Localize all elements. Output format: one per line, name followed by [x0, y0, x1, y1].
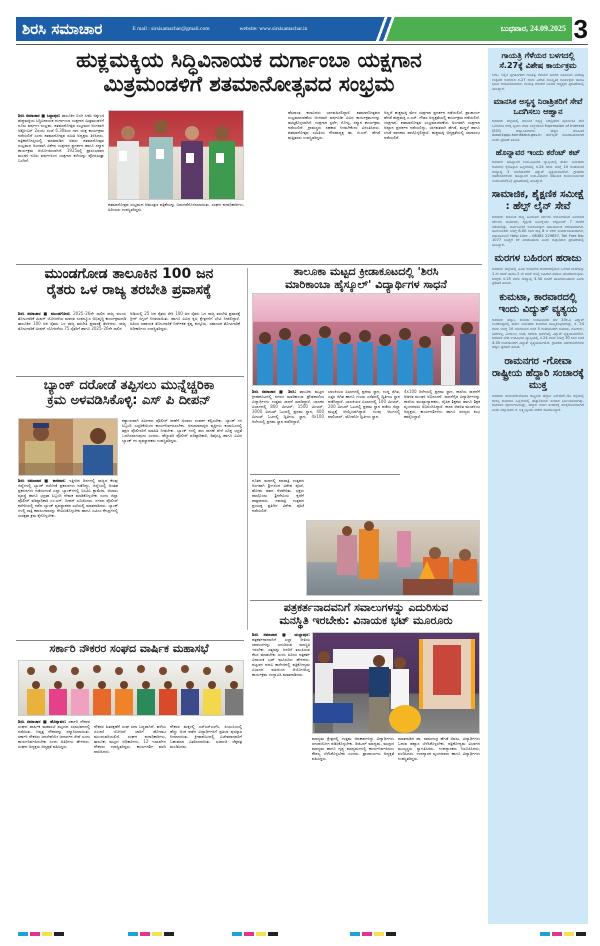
- divider: [16, 376, 244, 377]
- sidebar-item-body: ಶಿರಸಿ: ಇಲ್ಲಿನ ಪ್ರಗತಿನಗರದ ಗಾಯತ್ರಿ ಗೆಳೆಯರ ಬಳಗದ ವತಿಯಿಂದ ನವರಾತ್ರಿ ಉತ್ಸವದ ಅಂಗವಾಗಿ ಸೆ.27 ರಂದು ವಿಶೇಷ ಸಾಂಸ್ಕೃತಿಕ ಕಾರ್ಯಕ್ರಮ ಹಾಗೂ ಭಜನೆ ಆಯೋಜಿಸಲಾಗಿದೆ. ಗಾಯತ್ರಿ ಗೆಳೆಯರ ಬಳಗದ ಅಧ್ಯಕ್ಷರು ಪ್ರಕಟಣೆಯಲ್ಲಿ ತಿಳಿಸಿದ್ದಾರೆ.: [492, 73, 584, 91]
- bank-headline: [14, 379, 244, 409]
- email-link[interactable]: E mail : sirsisamachar@gmail.com: [132, 26, 210, 32]
- mundgod-body-col1: [18, 311, 126, 371]
- lead-body-text-2: ಹೆಸರಾಂತ ಕಲಾವಿದರು ಭಾಗವಹಿಸಲಿದ್ದಾರೆ. ಶತಮಾನೋತ್ಸವದ ಸಂಭ್ರಮಾಚರಣೆಯ ಅಂಗವಾಗಿ ವರ್ಷವಿಡೀ ವಿವಿಧ ಕಾರ್ಯಕ್ರಮಗಳನ್ನು ಹಮ್ಮಿಕೊಳ್ಳಲಾಗಿದೆ. ಯಕ್ಷಗಾನ ಸ್ಪರ್ಧೆ, ಗೋಷ್ಠಿ, ಸನ್ಮಾನ ಕಾರ್ಯಕ್ರಮ ನಡೆಯಲಿದೆ. ಗ್ರಾಮಸ್ಥರು ಸಹಕಾರ ನೀಡಬೇಕೆಂದು ವಿನಂತಿಸಿದರು. ಶತಮಾನೋತ್ಸವ ಸಮಿತಿಯ ಗೌರವಾಧ್ಯಕ್ಷ ಡಾ. ಜಿ.ಎನ್. ಹೆಗಡೆ ಮತ್ತಿತರರು ಉಪಸ್ಥಿತರಿದ್ದರು.: [288, 110, 380, 140]
- masthead-blue-band: [16, 17, 376, 41]
- journalist-body-col1: [252, 632, 310, 922]
- sidebar-item-headline: ಸಾಮಾಜಿಕ, ಶೈಕ್ಷಣಿಕ ಸಮೀಕ್ಷೆ : ಹೆಲ್ಪ್ ಲೈನ್ ಸೇವೆ: [491, 189, 585, 213]
- newspaper-logo: ಶಿರಸಿ ಸಮಾಚಾರ: [22, 20, 103, 38]
- employees-headline: [14, 643, 244, 656]
- lead-body-col3: [384, 110, 480, 262]
- journalist-body-text-1: ಪತ್ರಕರ್ತನಾದವನಿಗೆ ಎಲ್ಲಾ ರೀತಿಯ ಸವಾಲುಗಳನ್ನು ಎದುರಿಸುವ ಮನಸ್ಥಿತಿ ಇರಬೇಕು. ಸತ್ಯವನ್ನು ಜನರಿಗೆ ತಲುಪಿಸುವ ಕೆಲಸ ಮಾಡಬೇಕು ಎಂದು ಹಿರಿಯ ಪತ್ರಕರ್ತ ವಿನಾಯಕ ಭಟ್ ಮೂರೂರು ಹೇಳಿದರು. ಪಟ್ಟಣದ ಪದವಿ ಕಾಲೇಜಿನಲ್ಲಿ ಪತ್ರಿಕೋದ್ಯಮ ವಿಭಾಗದ ವತಿಯಿಂದ ಆಯೋಜಿಸಿದ್ದ ಕಾರ್ಯಕ್ರಮ ಉದ್ಘಾಟಿಸಿ ಮಾತನಾಡಿದರು.: [252, 637, 310, 677]
- color-registration-bar: [18, 932, 64, 936]
- mundgod-headline-line1: ಮುಂಡಗೋಡ ತಾಲೂಕಿನ 100 ಜನ: [44, 266, 214, 282]
- lead-body-text-3: ಅಲ್ಲದೆ ಹುಕ್ಲಮಕ್ಕಿ ಮೇಳ ಯಕ್ಷಗಾನ ಪ್ರದರ್ಶನ ನಡೆಯಲಿದೆ. ಪ್ರಾಚಾರ್ಯ ಹೆಗಡೆ ಹುಕ್ಲಮಕ್ಕಿ ಎ.ಎಸ್. ಗೌಡರ ಅಧ್ಯಕ್ಷತೆಯಲ್ಲಿ ಕಾರ್ಯಕ್ರಮ ನಡೆಯಲಿದೆ. ಯಕ್ಷಗಾನ: ಶತಮಾನೋತ್ಸವ ಸಂಭ್ರಮಾಚರಣೆಯ ಅಂಗವಾಗಿ ಯಕ್ಷಗಾನ ಆಖ್ಯಾನ ಪ್ರದರ್ಶನ ನಡೆಯಲಿದ್ದು, ಭಾಗವತರಾಗಿ ಹೆಗಡೆ, ಮದ್ದಳೆ ಹಾಗೂ ಚಂಡೆ ವಾದಕರು ಪಾಲ್ಗೊಳ್ಳಲಿದ್ದಾರೆ. ಹುಕ್ಲಮಕ್ಕಿ ಅಧ್ಯಕ್ಷತೆಯಲ್ಲಿ ಸಮಾರಂಭ ನಡೆಯಲಿದೆ.: [384, 110, 480, 140]
- journalist-byline: ಶಿರಸಿ ಸಮಾಚಾರ ■ ಯಲ್ಲಾಪುರ:: [252, 632, 310, 637]
- column-divider: [247, 268, 248, 630]
- sidebar-item: [488, 94, 588, 145]
- color-registration-bar: [128, 932, 174, 936]
- journalist-photo: [312, 632, 480, 734]
- news-briefs-sidebar: [488, 48, 588, 924]
- divider: [16, 640, 244, 641]
- journalist-headline-line1: ಪತ್ರಕರ್ತನಾದವನಿಗೆ ಸವಾಲುಗಳನ್ನು ಎದುರಿಸುವ: [283, 601, 449, 614]
- bank-body-col1: [18, 478, 118, 636]
- lead-caption: [108, 202, 244, 262]
- sidebar-item: [488, 186, 588, 250]
- sidebar-item-body: ಕಾರವಾರ: ಹೊನ್ನಾವರ ಉಪ-ವಿಭಾಗದ ವ್ಯಾಪ್ತಿಯಲ್ಲಿ ತುರ್ತು ನಿರ್ವಹಣಾ ಕಾಮಗಾರಿ ಕೈಗೊಳ್ಳುವ ಹಿನ್ನೆಲೆಯಲ್ಲಿ ಸೆ.24 ರಂದು ಬೆಳಿಗ್ಗೆ 10 ಗಂಟೆಯಿಂದ ಮಧ್ಯಾಹ್ನ 3 ಗಂಟೆಯವರೆಗೆ ವಿದ್ಯುತ್ ವ್ಯತ್ಯಯವಾಗಲಿದೆ. ಗ್ರಾಹಕರು ಸಹಕರಿಸಬೇಕೆಂದು ಹೊನ್ನಾವರ ಉಪ-ವಿಭಾಗದ ಸಹಾಯಕ ಕಾರ್ಯನಿರ್ವಾಹಕ ಇಂಜಿನಿಯರ್(ವಿ) ಪ್ರಕಟಣೆಯಲ್ಲಿ ತಿಳಿಸಿದ್ದಾರೆ.: [492, 160, 584, 183]
- employees-headline-text: ಸರ್ಕಾರಿ ನೌಕರರ ಸಂಘದ ವಾರ್ಷಿಕ ಮಹಾಸಭೆ: [49, 642, 209, 655]
- sidebar-item-headline: ಮರಗಳ ಬಹಿರಂಗ ಹರಾಜು: [494, 253, 582, 265]
- sports-body-text-1: ತಾಲೂಕು ಮಟ್ಟದ ಕ್ರೀಡಾಕೂಟದಲ್ಲಿ ನಗರದ ಮಾರಿಕಾಂಬಾ ಪ್ರೌಢಶಾಲೆಯ ವಿದ್ಯಾರ್ಥಿಗಳು ಉತ್ತಮ ಸಾಧನೆ ಮಾಡಿದ್ದಾರೆ. ಬಾಲಕರ ವಿಭಾಗದಲ್ಲಿ 800 ಮೀಟರ್, 1500 ಮೀಟರ್, 3000 ಮೀಟರ್ ಓಟದಲ್ಲಿ ಪ್ರಥಮ ಸ್ಥಾನ, 400 ಮೀಟರ್ ಓಟದಲ್ಲಿ ದ್ವಿತೀಯ ಸ್ಥಾನ, 4x100 ರಿಲೇಯಲ್ಲಿ ಪ್ರಥಮ ಸ್ಥಾನ ಪಡೆದಿದ್ದಾರೆ.: [252, 389, 324, 424]
- mundgod-body-text-1: 2025–26ನೇ ಸಾಲಿನ ರಾಜ್ಯ ವಲಯ ತೋಟಗಾರಿಕೆ ಮಿಷನ್ ಯೋಜನೆಯ ಮಾನವ ಸಂಪನ್ಮೂಲ ಅಭಿವೃದ್ಧಿ ಕಾರ್ಯಕ್ರಮದಡಿ ತಾಲೂಕಿನ 100 ಜನ ರೈತರು ಒಳ ರಾಜ್ಯ ತರಬೇತಿ ಪ್ರವಾಸಕ್ಕೆ ತೆರಳಿದರು. ರಾಜ್ಯ ತೋಟಗಾರಿಕೆ ಮಿಷನ್ ಯೋಜನೆಯ 75 ರೈತರಿಗೆ ಹಾಗೂ 2025–26ನೇ ಸಾಲಿನ: [18, 311, 126, 331]
- employees-body-col1: [18, 719, 90, 922]
- employees-body-text-2: ನೌಕರರ ಹಿತರಕ್ಷಣೆಗೆ ಸಂಘ ಸದಾ ಬದ್ಧವಾಗಿದೆ. ಹಳೆಯ ಪಿಂಚಣಿ ಯೋಜನೆ ಜಾರಿಗೆ ಹೋರಾಟ ಮುಂದುವರಿಯಲಿದೆ. ಸಂಘದ ಪದಾಧಿಕಾರಿಗಳು, ತಾಲೂಕು ಮಟ್ಟದ ಅಧಿಕಾರಿಗಳು, 12 ಇಲಾಖೆಗಳ ನೌಕರರು ಉಪಸ್ಥಿತರಿದ್ದರು. ಕಾರ್ಯದರ್ಶಿ ವರದಿ ವಾಚಿಸಿದರು.: [94, 724, 166, 754]
- sports-headline: [250, 266, 482, 291]
- journalist-body-col3: [398, 736, 480, 922]
- divider: [250, 474, 400, 475]
- journalist-body-col2: [312, 736, 394, 922]
- mundgod-body-col2: [130, 311, 240, 371]
- page-number: 3: [573, 14, 588, 44]
- sidebar-item-headline: ಕುಮಟಾ, ಕಾರವಾರದಲ್ಲಿ ಇಂದು ವಿದ್ಯುತ್ ವ್ಯತ್ಯಯ: [498, 291, 578, 315]
- bank-photo-figures: [19, 419, 118, 476]
- employees-body-text-1: ಸರ್ಕಾರಿ ನೌಕರರ ಸಂಘದ ವಾರ್ಷಿಕ ಮಹಾಸಭೆ ಪಟ್ಟಣದ ಸಭಾಭವನದಲ್ಲಿ ನಡೆಯಿತು. ನಿವೃತ್ತ ನೌಕರರನ್ನು ಸನ್ಮಾನಿಸಲಾಯಿತು. ಸರ್ಕಾರಿ ನೌಕರರು ಜನಸೇವೆಯೇ ಜನಾರ್ದನ ಸೇವೆ ಎಂದು ಕಾರ್ಯನಿರ್ವಹಿಸಬೇಕು ಎಂದು ಅತಿಥಿಗಳು ಹೇಳಿದರು. ಸಂಘದ ಅಧ್ಯಕ್ಷರು ಅಧ್ಯಕ್ಷತೆ ವಹಿಸಿದ್ದರು.: [18, 719, 90, 749]
- sports-body-col3: [404, 389, 480, 517]
- sidebar-item-headline: ರಾಮನಗರ -ಗೋವಾ ರಾಷ್ಟ್ರೀಯ ಹೆದ್ದಾರಿ ಸಂಚಾರಕ್ಕೆ ಮುಕ್ತ: [492, 356, 584, 391]
- sports-body-text-2: ಬಾಲಕಿಯರ ವಿಭಾಗದಲ್ಲಿ ಪ್ರಥಮ ಸ್ಥಾನ, ಉದ್ದ ಜಿಗಿತ, ಎತ್ತರ ಜಿಗಿತ ಹಾಗೂ ಗುಂಡು ಎಸೆತದಲ್ಲಿ ದ್ವಿತೀಯ ಸ್ಥಾನ ಪಡೆದಿದ್ದಾರೆ. ಬಾಲಕಿಯರ ವಿಭಾಗದಲ್ಲಿ 100 ಮೀಟರ್, 200 ಮೀಟರ್ ಓಟದಲ್ಲಿ ಪ್ರಥಮ ಸ್ಥಾನ ಪಡೆದು ಜಿಲ್ಲಾ ಮಟ್ಟಕ್ಕೆ ಆಯ್ಕೆಯಾಗಿದ್ದಾರೆ. ಗುಂಪು ಆಟಗಳಲ್ಲಿ ವಾಲಿಬಾಲ್, ಖೋಖೋ ದ್ವಿತೀಯ ಸ್ಥಾನ.: [328, 389, 400, 419]
- sidebar-item-body: ಕಾರವಾರ: ಹೆಸ್ಕಾಂ, ಕುಮಟಾ ಉಪವಿಭಾಗದ ಹಳೆ 33ಕೆ.ವಿ ವಿದ್ಯುತ್ ಉಪಕೇಂದ್ರದಲ್ಲಿ ತುರ್ತು ನಿರ್ವಹಣಾ ಕಾಮಗಾರಿ ಹಮ್ಮಿಕೊಳ್ಳಲಾಗಿದ್ದು, ಸೆ. 24 ರಂದು ಬೆಳಿಗ್ಗೆ 10 ಗಂಟೆಯಿಂದ ಸಂಜೆ 5 ಗಂಟೆಯವರೆಗೆ ಕುಮಟಾ, ಗೋಕರ್ಣ, ಹಿರೇಗುತ್ತಿ, ಮಿರ್ಜಾನ, ಬಾಡ, ಕತಗಾಲ ಭಾಗಗಳಲ್ಲಿ ವಿದ್ಯುತ್ ವ್ಯತ್ಯಯವಾಗಲಿದೆ. ಕಾರವಾರ ನಗರ ಉಪವಿಭಾಗ ವ್ಯಾಪ್ತಿಯಲ್ಲಿ ಸೆ.24 ರಂದು ಬೆಳಿಗ್ಗೆ 10 ರಿಂದ ಸಂಜೆ 4.30 ಗಂಟೆಯವರೆಗೆ ವಿದ್ಯುತ್ ವ್ಯತ್ಯಯವಾಗಲಿದೆ. ಗ್ರಾಹಕರು ಸಹಕರಿಸಬೇಕೆಂದು ಹೆಸ್ಕಾಂ ಪ್ರಕಟಣೆ ತಿಳಿಸಿದೆ.: [492, 317, 584, 350]
- bank-body-text-2: ಕಡ್ಡಾಯವಾಗಿ ಸಮೀಪದ ಪೊಲೀಸ್ ಠಾಣೆಗೆ ಅಲಾರಂ ಸಂಪರ್ಕ ಕಲ್ಪಿಸಬೇಕು. ಬ್ಯಾಂಕ್ ಗಳ ಸಿಬ್ಬಂದಿ ಎಚ್ಚರಿಕೆಯಿಂದ ಕಾರ್ಯನಿರ್ವಹಿಸಬೇಕು. ಅನುಮಾನಾಸ್ಪದ ವ್ಯಕ್ತಿಗಳು ಕಂಡುಬಂದಲ್ಲಿ ತಕ್ಷಣ ಪೊಲೀಸರಿಗೆ ಮಾಹಿತಿ ನೀಡಬೇಕು. ಬ್ಯಾಂಕ್ ಗಳಲ್ಲಿ ಹಣ ಸಾಗಣೆ ವೇಳೆ ಸೂಕ್ತ ಭದ್ರತೆ ಒದಗಿಸಲಾಗುವುದು ಎಂದರು. ಹೆಚ್ಚುವರಿ ಪೊಲೀಸ್ ವರಿಷ್ಠಾಧಿಕಾರಿ, ಡಿವೈಎಸ್ಪಿ ಹಾಗೂ ವಿವಿಧ ಬ್ಯಾಂಕ್ ಗಳ ವ್ಯವಸ್ಥಾಪಕರು ಉಪಸ್ಥಿತರಿದ್ದರು.: [122, 418, 242, 443]
- sports-photo: [252, 293, 480, 386]
- bank-body-text-1: ಇತ್ತೀಚಿನ ದಿನಗಳಲ್ಲಿ ರಾಜ್ಯದ ಕೆಲವು ಜಿಲ್ಲೆಗಳಲ್ಲಿ ಬ್ಯಾಂಕ್ ದರೋಡೆ ಪ್ರಕರಣಗಳು ನಡೆದಿದ್ದು, ಜಿಲ್ಲೆಯಲ್ಲಿ ಅಂತಹ ಪ್ರಕರಣಗಳು ನಡೆಯದಂತೆ ಎಲ್ಲಾ ಬ್ಯಾಂಕ್‌ಗಳಲ್ಲಿ ಸಿಸಿಟಿವಿ ಕ್ಯಾಮೆರಾ, ಅಲಾರಂ ವ್ಯವಸ್ಥೆ ಹಾಗೂ ಭದ್ರತಾ ಸಿಬ್ಬಂದಿ ನೇಮಕ ಮಾಡಿಕೊಳ್ಳಬೇಕು ಎಂದು ಜಿಲ್ಲಾ ಪೊಲೀಸ್ ವರಿಷ್ಠಾಧಿಕಾರಿ ಎಂ.ಎನ್. ದೀಪನ್ ಸೂಚಿಸಿದರು. ನಗರದ ಪೊಲೀಸ್ ಕಚೇರಿಯಲ್ಲಿ ನಡೆದ ಬ್ಯಾಂಕ್ ವ್ಯವಸ್ಥಾಪಕರ ಸಭೆಯಲ್ಲಿ ಮಾತನಾಡಿದರು. ಬ್ಯಾಂಕ್ ಗಳಲ್ಲಿ ರಾತ್ರಿ ಕಾವಲುಗಾರರನ್ನು ನೇಮಿಸಿಕೊಳ್ಳಬೇಕು ಹಾಗೂ ಎಟಿಎಂ ಕೇಂದ್ರಗಳಲ್ಲಿ ಸುರಕ್ಷತಾ ಕ್ರಮ ಕೈಗೊಳ್ಳಬೇಕು.: [18, 478, 118, 518]
- lead-headline-line2: ಮಿತ್ರಮಂಡಳಿಗೆ ಶತಮಾನೋತ್ಸವದ ಸಂಭ್ರಮ: [103, 72, 395, 97]
- lead-photo-figures: [109, 111, 244, 200]
- bank-headline-line2: ಕ್ರಮ ಅಳವಡಿಸಿಕೊಳ್ಳಿ: ಎಸ್ ಪಿ ದೀಪನ್: [47, 392, 211, 408]
- sidebar-item-headline: ಗಾಯತ್ರಿ ಗೆಳೆಯರ ಬಳಗದಲ್ಲಿ ಸೆ.27ಕ್ಕೆ ವಿಶೇಷ ಕಾರ್ಯಕ್ರಮ: [499, 51, 577, 70]
- slash-divider-icon: [376, 17, 396, 41]
- lead-body-col1: [18, 113, 104, 263]
- sports-body-col2: [328, 389, 400, 471]
- bank-headline-line1: ಬ್ಯಾಂಕ್ ದರೋಡೆ ತಪ್ಪಿಸಲು ಮುನ್ನೆಚ್ಚರಿಕಾ: [43, 378, 215, 393]
- masthead-rule: [16, 44, 588, 45]
- journalist-body-text-2: ಮಾಧ್ಯಮ ಕ್ಷೇತ್ರದಲ್ಲಿ ಉತ್ತಮ ಅವಕಾಶಗಳಿದ್ದು ವಿದ್ಯಾರ್ಥಿಗಳು ಸದುಪಯೋಗ ಪಡಿಸಿಕೊಳ್ಳಬೇಕು. ಡಿಜಿಟಲ್ ಮಾಧ್ಯಮ, ಮುದ್ರಣ ಮಾಧ್ಯಮ ಹಾಗೂ ದೃಶ್ಯ ಮಾಧ್ಯಮಗಳಲ್ಲಿ ಕಾರ್ಯನಿರ್ವಹಿಸಲು ಕೌಶಲ್ಯ ಬೆಳೆಸಿಕೊಳ್ಳಬೇಕು ಎಂದರು. ಪ್ರಾಚಾರ್ಯರು ಅಧ್ಯಕ್ಷತೆ ವಹಿಸಿದ್ದರು.: [312, 736, 394, 761]
- sports-body-text-3: 4x100 ರಿಲೇಯಲ್ಲಿ ಪ್ರಥಮ ಸ್ಥಾನ, ಶಾಲೆಯ ಸಾಧನೆಗೆ ಆಡಳಿತ ಮಂಡಳಿ ಅಭಿನಂದನೆ. ಸಾಧನೆಗೈದ ವಿದ್ಯಾರ್ಥಿಗಳನ್ನು ಶಾಲೆಯ ಮುಖ್ಯಾಧ್ಯಾಪಕರು, ದೈಹಿಕ ಶಿಕ್ಷಕರು ಹಾಗೂ ಶಿಕ್ಷಕ ವೃಂದದವರು ಅಭಿನಂದಿಸಿದ್ದಾರೆ. ಶಾಲಾ ಆಡಳಿತ ಮಂಡಳಿಯ ಅಧ್ಯಕ್ಷರು, ಕಾರ್ಯದರ್ಶಿಗಳು ಹಾಗೂ ಸದಸ್ಯರು ಶುಭ ಹಾರೈಸಿದ್ದಾರೆ.: [404, 389, 480, 419]
- color-registration-bar: [350, 932, 396, 936]
- lead-body-col2: [288, 110, 380, 262]
- religious-photo-figures: [307, 521, 480, 596]
- mundgod-headline: [14, 266, 244, 298]
- color-registration-bar: [232, 932, 278, 936]
- bank-byline: ಶಿರಸಿ ಸಮಾಚಾರ ■ ಕಾರವಾರ:: [18, 478, 66, 483]
- color-registration-bar: [540, 932, 586, 936]
- journalist-body-text-3: ಮಾತನಾಡಿದ ಡಾ. ರಾಮಚಂದ್ರ ಹೆಗಡೆ ಅವರು, ವಿದ್ಯಾರ್ಥಿಗಳು ಓದುವ ಹವ್ಯಾಸ ಬೆಳೆಸಿಕೊಳ್ಳಬೇಕು. ಪತ್ರಿಕೋದ್ಯಮ ವಿಭಾಗದ ಮುಖ್ಯಸ್ಥರು ಸ್ವಾಗತಿಸಿದರು. ಉಪನ್ಯಾಸಕರು ನಿರೂಪಿಸಿದರು, ವಂದಿಸಿದರು. ಉಪನ್ಯಾಸಕ ವೃಂದದವರು ಹಾಗೂ ವಿದ್ಯಾರ್ಥಿಗಳು ಉಪಸ್ಥಿತರಿದ್ದರು.: [398, 736, 480, 761]
- lead-photo: [108, 110, 244, 200]
- sports-photo-figures: [253, 294, 480, 386]
- sidebar-item: [488, 353, 588, 415]
- employees-body-text-3: ನೌಕರರ ಮಕ್ಕಳಲ್ಲಿ ಎಸ್‌ಎಸ್‌ಎಲ್‌ಸಿ, ಪಿಯುಸಿಯಲ್ಲಿ ಹೆಚ್ಚು ಅಂಕ ಪಡೆದ ವಿದ್ಯಾರ್ಥಿಗಳಿಗೆ ಪ್ರತಿಭಾ ಪುರಸ್ಕಾರ ನೀಡಲಾಯಿತು. ಕ್ರೀಡಾಕೂಟದಲ್ಲಿ ವಿಜೇತರಾದವರಿಗೆ ಬಹುಮಾನ ವಿತರಿಸಲಾಯಿತು. ಖಜಾಂಚಿ ಲೆಕ್ಕಪತ್ರ ಮಂಡಿಸಿದರು.: [170, 724, 242, 749]
- sports-body-col1: [252, 389, 324, 471]
- sidebar-item: [488, 289, 588, 353]
- sidebar-item-body: ಕಾರವಾರ: ಜಿಲ್ಲೆಯಲ್ಲಿ ಮಾನಸಿಕ ಅಸ್ವಸ್ಥ ನಿರಾಶ್ರಿತರಿಗೆ ಪುನರ್ವಸತಿ ಸೇವೆ ಒದಗಿಸಲು ಆಸಕ್ತ ಸ್ವಯಂ ಸೇವಾ ಸಂಸ್ಥೆಗಳಿಂದ Expression of Interest (EOI) ಆಹ್ವಾನಿಸಲಾಗಿದೆ. ಹೆಚ್ಚಿನ ಮಾಹಿತಿಗೆ www.kppp.karnataka.gov.in ವೆಬ್‌ಸೈಟ್ ನೋಡಬಹುದಾಗಿದೆ ಎಂದು ಪ್ರಕಟಣೆ ತಿಳಿಸಿದೆ.: [492, 119, 584, 142]
- masthead-green-band: [396, 17, 572, 41]
- lead-caption-text: ಶತಮಾನೋತ್ಸವ ಸಂಭ್ರಮದ ಆಮಂತ್ರಣ ಪತ್ರಿಕೆಯನ್ನು ಬಿಡುಗಡೆಗೊಳಿಸಲಾಯಿತು. ಸಂಘದ ಪದಾಧಿಕಾರಿಗಳು, ಹಿರಿಯರು ಉಪಸ್ಥಿತರಿದ್ದರು.: [108, 202, 244, 212]
- sports-headline-line2: ಮಾರಿಕಾಂಬಾ ಹೈಸ್ಕೂಲ್' ವಿದ್ಯಾರ್ಥಿಗಳ ಸಾಧನೆ: [285, 277, 447, 291]
- lead-body-text-1: ತಾಲೂಕಿನ ಬಿಳಗಿ ಸೀಮೆ ಅಕ್ಕುಂಜಿ ಹುಕ್ಲಮಕ್ಕಿಯ ಸಿದ್ಧಿವಿನಾಯಕ ದುರ್ಗಾಂಬಾ ಯಕ್ಷಗಾನ ಮಿತ್ರಮಂಡಳಿಗೆ ನೂರು ವರ್ಷಗಳ ಸಂಭ್ರಮ. ಶತಮಾನೋತ್ಸವ ಸಂಭ್ರಮದ ಅಂಗವಾಗಿ ಅಕ್ಟೋಬರ್ 2ರಂದು ಸಂಜೆ 6.30ರಿಂದ ಗಾನ ಯಕ್ಷ ಕಾರ್ಯಕ್ರಮ ನಡೆಯಲಿದೆ ಎಂದು ಶತಮಾನೋತ್ಸವ ಸಮಿತಿ ಅಧ್ಯಕ್ಷರು ತಿಳಿಸಿದರು. ಪತ್ರಿಕಾಗೋಷ್ಠಿಯಲ್ಲಿ ಮಾತನಾಡಿದ ಅವರು ಶತಮಾನೋತ್ಸವ ಸಂಭ್ರಮದ ಅಂಗವಾಗಿ ವಿಶೇಷ ಯಕ್ಷಗಾನ ಪ್ರದರ್ಶನ ಹಾಗೂ ಸನ್ಮಾನ ಕಾರ್ಯಕ್ರಮ ಆಯೋಜಿಸಲಾಗಿದೆ. 1925ರಲ್ಲಿ ಪ್ರಾರಂಭವಾದ ಮಂಡಳಿ ನೂರು ವರ್ಷಗಳಿಂದ ಯಕ್ಷಗಾನ ಕಲೆಯನ್ನು ಪೋಷಿಸುತ್ತಾ ಬಂದಿದೆ.: [18, 113, 104, 163]
- employees-body-col2: [94, 724, 166, 922]
- sidebar-item: [488, 250, 588, 288]
- sidebar-item-body: ಕಾರವಾರ: ಕರ್ನಾಟಕ ರಾಜ್ಯ ಹಿಂದುಳಿದ ವರ್ಗಗಳ ಆಯೋಗದಿಂದ ಹಿಂದುಳಿದ ವರ್ಗಗಳ ಸಾಮಾಜಿಕ, ಶೈಕ್ಷಣಿಕ ಸಮೀಕ್ಷೆಯು ಅಕ್ಟೋಬರ್ 7 ರವರೆಗೆ ನಡೆಯಲಿದ್ದು, ಸಾರ್ವಜನಿಕರ ಅನುಕೂಲಕ್ಕಾಗಿ ಸಹಾಯವಾಣಿ ಆರಂಭಿಸಲಾಗಿದೆ. ಸಾರ್ವಜನಿಕರು ಬೆಳಿಗ್ಗೆ 8.00 ರಿಂದ ರಾತ್ರಿ 8 ರ ವರೆಗೆ ಸಂಪರ್ಕಿಸಬಹುದಾಗಿದೆ, ಸಹಾಯವಾಣಿ/ Help Line – 08382 229857, Toll Free No: 1077 ಸಂಖ್ಯೆಗೆ ಕರೆ ಮಾಡಬಹುದು ಎಂದು ಜಿಲ್ಲಾಧಿಕಾರಿ ಪ್ರಕಟಣೆಯಲ್ಲಿ ತಿಳಿಸಿದ್ದಾರೆ.: [492, 215, 584, 247]
- sidebar-item-headline: ಹೊನ್ನಾವರ ಇಂದು ಕರೆಂಟ್ ಕಟ್: [495, 148, 581, 158]
- masthead: [16, 14, 588, 45]
- employees-byline: ಶಿರಸಿ ಸಮಾಚಾರ ■ ಹೊನ್ನಾವರ:: [18, 719, 67, 724]
- lead-headline-line1: ಹುಕ್ಲಮಕ್ಕಿಯ ಸಿದ್ಧಿವಿನಾಯಕ ದುರ್ಗಾಂಬಾ ಯಕ್ಷಗಾನ: [76, 48, 422, 72]
- sidebar-item: [488, 145, 588, 186]
- issue-date: ಬುಧವಾರ, 24.09.2025: [500, 24, 566, 33]
- mundgod-body-text-2: ಅಡಿಯಲ್ಲಿ 25 ಜನ ರೈತರು ಸೇರಿ 100 ಜನ ರೈತರು ಒಳ ರಾಜ್ಯ ತರಬೇತಿ ಪ್ರವಾಸಕ್ಕೆ ಗ್ರೀನ್ ಸಿಗ್ನಲ್ ನೀಡಲಾಯಿತು. ಹಾಗೂ ವಿವಿಧ ಕೃಷಿ ಕ್ಷೇತ್ರಗಳಿಗೆ ಭೇಟಿ ನೀಡಲಿದ್ದಾರೆ. ಹಿರಿಯ ಸಹಾಯಕ ತೋಟಗಾರಿಕೆ ನಿರ್ದೇಶಕ ಕೃಷ್ಣ ಕುಳ್ಳೂರು, ಸಹಾಯಕ ತೋಟಗಾರಿಕೆ ಅಧಿಕಾರಿಗಳು ಉಪಸ್ಥಿತರಿದ್ದರು.: [130, 311, 240, 331]
- journalist-photo-figures: [313, 633, 480, 734]
- sports-byline: ಶಿರಸಿ ಸಮಾಚಾರ ■ ಶಿರಸಿ:: [252, 389, 297, 394]
- sidebar-item-body: ಕಾರವಾರ: ಜಿಲ್ಲೆಯಲ್ಲಿ ವಿವಿಧ ಇಲಾಖೆಗಳ ಆವರಣದಲ್ಲಿರುವ ಒಣಗಿದ ಮರಗಳನ್ನು 1 ನೇ ಲಾಟ್ ಹಾಗೂ 2 ನೇ ಲಾಟ್ ಗಳಲ್ಲಿ ಬಹಿರಂಗ ಹರಾಜು ಮಾಡಲಾಗುವುದು. ಆಸಕ್ತರು ಸೆ.25 ರಂದು ಮಧ್ಯಾಹ್ನ 3.30 ಗಂಟೆಗೆ ಹಾಜರಾಗಬಹುದು ಎಂದು ಪ್ರಕಟಣೆ ತಿಳಿಸಿದೆ.: [492, 267, 584, 286]
- employees-photo: [18, 660, 244, 716]
- religious-photo: [306, 520, 480, 596]
- mundgod-headline-line2: ರೈತರು ಒಳ ರಾಜ್ಯ ತರಬೇತಿ ಪ್ರವಾಸಕ್ಕೆ: [46, 282, 212, 299]
- sidebar-item: [488, 48, 588, 94]
- employees-body-col3: [170, 724, 242, 922]
- religious-brief-text: ನೂತನ ಮಠದಲ್ಲಿ ನವರಾತ್ರಿ ಉತ್ಸವದ ಅಂಗವಾಗಿ ಶ್ರೀಗಳಿಂದ ವಿಶೇಷ ಪೂಜೆ, ಹೋಮ ಹವನ ನೆರವೇರಿತು. ಭಕ್ತರು ಪಾಲ್ಗೊಂಡು ಶ್ರೀದೇವಿಯ ಕೃಪೆಗೆ ಪಾತ್ರರಾದರು. ನವರಾತ್ರಿ ಉತ್ಸವದ ಪ್ರಯುಕ್ತ ಪ್ರತಿದಿನ ವಿಶೇಷ ಪೂಜೆ ನಡೆಯಲಿದೆ.: [252, 478, 304, 513]
- lead-headline: [14, 48, 484, 96]
- journalist-headline-line2: ಮನಸ್ಥಿತಿ ಇರಬೇಕು: ವಿನಾಯಕ ಭಟ್ ಮೂರೂರು: [279, 613, 453, 627]
- bank-photo: [18, 418, 118, 476]
- sports-headline-line1: ತಾಲೂಕಾ ಮಟ್ಟದ ಕ್ರೀಡಾಕೂಟದಲ್ಲಿ 'ಶಿರಸಿ: [293, 265, 439, 278]
- sidebar-item-headline: ಮಾನಸಿಕ ಅಸ್ವಸ್ಥ ನಿರಾಶ್ರಿತರಿಗೆ ಸೇವೆ ಒದಗಿಸಲು ಆಹ್ವಾನ: [493, 97, 583, 117]
- journalist-headline: [250, 602, 482, 627]
- lead-byline: ಶಿರಸಿ ಸಮಾಚಾರ ■ ಸಿದ್ದಾಪುರ:: [18, 113, 61, 118]
- sidebar-item-body: ಕಾರವಾರ: ರಾಮನಗರ-ಗೋವಾ ರಾಷ್ಟ್ರೀಯ ಹೆದ್ದಾರಿ ಎನ್‌ಹೆಚ್–4ಎ ರಸ್ತೆಯಲ್ಲಿ ದುರಸ್ತಿ ಕಾಮಗಾರಿ ಹಿನ್ನೆಲೆಯಲ್ಲಿ ತಾತ್ಕಾಲಿಕವಾಗಿ ಸಂಚಾರ ನಿರ್ಬಂಧಿಸಲಾಗಿತ್ತು. ಕಾಮಗಾರಿ ಪೂರ್ಣಗೊಂಡಿದ್ದು, ಹೆದ್ದಾರಿ ಇದೀಗ ಸಂಚಾರಕ್ಕೆ ಮುಕ್ತಗೊಳಿಸಲಾಗಿದೆ ಎಂದು ಜಿಲ್ಲಾಧಿಕಾರಿ ಕೆ. ಲಕ್ಷ್ಮೀಪ್ರಿಯಾ ಆದೇಶ ಹೊರಡಿಸಿದ್ದಾರೆ.: [492, 394, 584, 412]
- website-link[interactable]: website: www.sirsisamachar.in: [239, 26, 308, 32]
- religious-brief-body: [252, 478, 304, 598]
- employees-photo-figures: [19, 661, 244, 716]
- bank-body-col2: [122, 418, 242, 636]
- mundgod-byline: ಶಿರಸಿ ಸಮಾಚಾರ ■ ಮುಂಡಗೋಡ:: [18, 311, 71, 316]
